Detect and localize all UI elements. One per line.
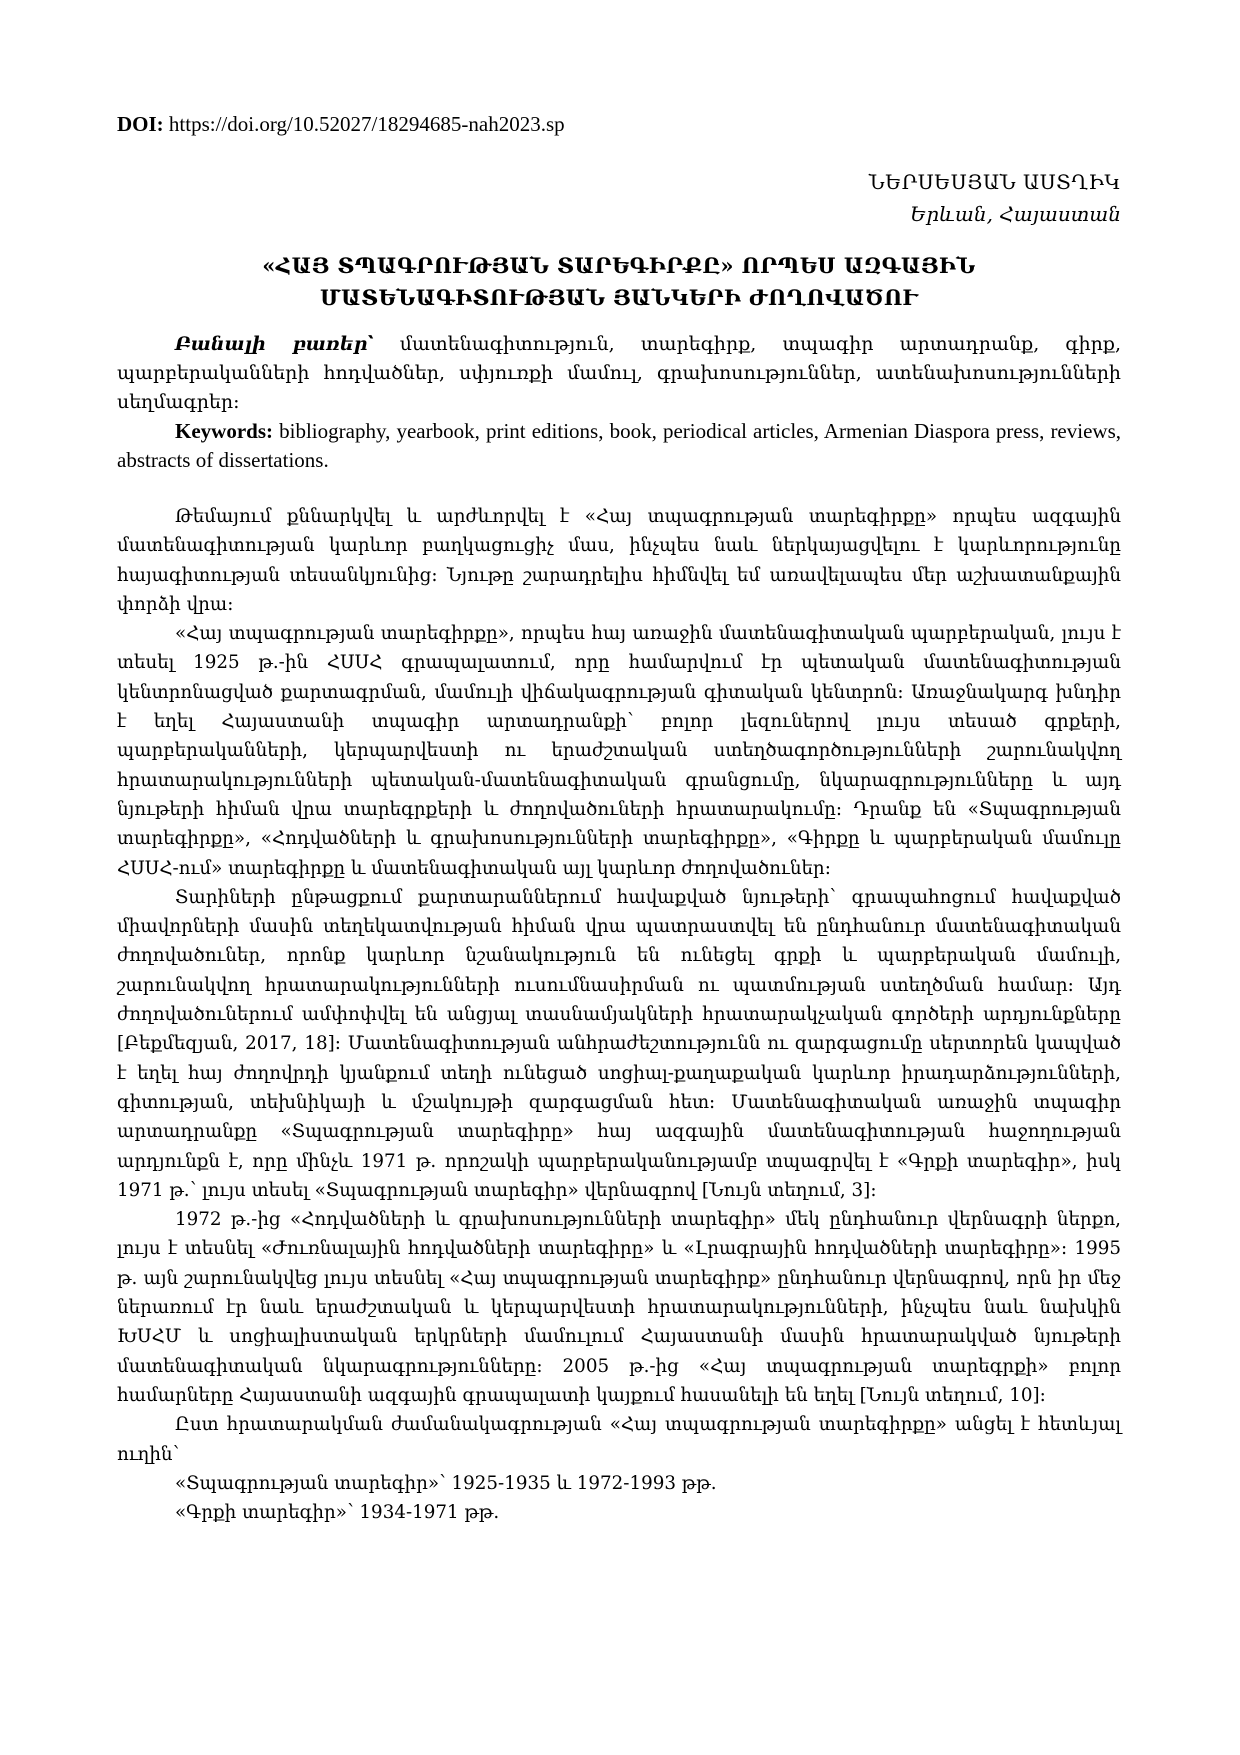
keywords-section <box>117 330 1121 475</box>
body-paragraph: Ըստ հրատարակման ժամանակագրության «Հայ տպագրության տարեգիրքը» անցել է հետևյալ ուղին՝ <box>117 1414 1121 1465</box>
paper-page <box>117 110 1121 1524</box>
body-paragraph: Թեմայում քննարկվել և արժևորվել է «Հայ տպագրության տարեգիրքը» որպես ազգային մատենագիտության կարևոր բաղկացուցիչ մաս, ինչպես նաև ներկայացվելու է կարևորությունը հայագիտության տեսանկյունից: Նյութը շարադրելիս հիմնվել եմ առավելապես մեր աշխատանքային փորձի վրա: <box>117 506 1121 615</box>
keywords-armenian <box>117 330 1121 417</box>
title-line-2: ՄԱՏԵՆԱԳԻՏՈՒԹՅԱՆ ՅԱՆԿԵՐԻ ԺՈՂՈՎԱԾՈՒ <box>320 285 918 310</box>
body-text <box>117 502 1121 1527</box>
keywords-english <box>117 417 1121 475</box>
body-paragraph: Տարիների ընթացքում քարտարաններում հավաքված նյութերի՝ գրապահոցում հավաքված միավորների մասին տեղեկատվության հիման վրա պատրաստվել են ընդհանուր մատենագիտական ժողովածուներ, որոնք կարևոր նշանակություն են ունեցել գրքի և պարբերական մամուլի, շարունակվող հրատարակությունների ուսումնասիրման ու պատմության ստեղծման համար: Այդ ժողովածուներում ամփոփվել են անցյալ տասնամյակների հրատարակչական գործերի արդյունքները [Բեքմեզյան, 2017, 18]: Մատենագիտության անհրաժեշտությունն ու զարգացումը սերտորեն կապված է եղել հայ ժողովրդի կյանքում տեղի ունեցած սոցիալ-քաղաքական կարևոր իրադարձությունների, գիտության, տեխնիկայի և մշակույթի զարգացման հետ: Մատենագիտական առաջին տպագիր արտադրանքը «Տպագրության տարեգիրը» հայ ազգային մատենագիտության հաջողության արդյունքն է, որը մինչև 1971 թ. որոշակի պարբերականությամբ տպագրվել է «Գրքի տարեգիր», իսկ 1971 թ.՝ լույս տեսել «Տպագրության տարեգիր» վերնագրով [Նույն տեղում, 3]: <box>117 886 1121 1201</box>
author-affiliation: Երևան, Հայաստան <box>910 202 1121 226</box>
keywords-english-text: bibliography, yearbook, print editions, book, periodical articles, Armenian Diaspora press, reviews, abstracts of dissertations. <box>117 419 1121 472</box>
list-item: «Տպագրության տարեգիր»՝ 1925-1935 և 1972-1993 թթ. <box>175 1472 717 1494</box>
list-item: «Գրքի տարեգիր»՝ 1934-1971 թթ. <box>175 1502 500 1524</box>
author-name: ՆԵՐՍԵՍՅԱՆ ԱՍՏՂԻԿ <box>868 170 1121 194</box>
keywords-english-label: Keywords: <box>175 419 273 443</box>
keywords-armenian-text: մատենագիտություն, տարեգիրք, տպագիր արտադրանք, գիրք, պարբերականների հոդվածներ, սփյուռքի մամուլ, գրախոսություններ, ատենախոսությունների սեղմագրեր: <box>117 333 1121 413</box>
author-block <box>869 166 1121 230</box>
doi-label: DOI: <box>117 112 164 136</box>
body-paragraph: «Հայ տպագրության տարեգիրքը», որպես հայ առաջին մատենագիտական պարբերական, լույս է տեսել 1925 թ.-ին ՀՍՍՀ գրապալատում, որը համարվում էր պետական մատենագիտության կենտրոնացված քարտագրման, մամուլի վիճակագրության գիտական կենտրոն: Առաջնակարգ խնդիր է եղել Հայաստանի տպագիր արտադրանքի՝ բոլոր լեզուներով լույս տեսած գրքերի, պարբերականների, կերպարվեստի ու երաժշտական ստեղծագործությունների շարունակվող հրատարակությունների պետական-մատենագիտական գրանցումը, նկարագրությունները և այդ նյութերի հիման վրա տարեգրքերի և ժողովածուների հրատարակումը: Դրանք են «Տպագրության տարեգիրքը», «Հոդվածների և գրախոսությունների տարեգիրքը», «Գիրքը և պարբերական մամուլը ՀՍՍՀ-ում» տարեգիրքը և մատենագիտական այլ կարևոր ժողովածուներ: <box>117 623 1121 879</box>
keywords-armenian-label: Բանալի բառեր՝ <box>175 333 374 355</box>
doi-link[interactable]: https://doi.org/10.52027/18294685-nah2023.sp <box>168 112 565 136</box>
title-line-1: «ՀԱՅ ՏՊԱԳՐՈՒԹՅԱՆ ՏԱՐԵԳԻՐՔԸ» ՈՐՊԵՍ ԱԶԳԱՅԻՆ <box>262 253 976 278</box>
paper-title <box>117 250 1121 314</box>
doi-line <box>117 110 1121 138</box>
body-paragraph: 1972 թ.-ից «Հոդվածների և գրախոսությունների տարեգիր» մեկ ընդհանուր վերնագրի ներքո, լույս է տեսնել «Ժուռնալային հոդվածների տարեգիրը» և «Լրագրային հոդվածների տարեգիրը»: 1995 թ. այն շարունակվեց լույս տեսնել «Հայ տպագրության տարեգիրք» ընդհանուր վերնագրով, որն իր մեջ ներառում էր նաև երաժշտական և կերպարվեստի հրատարակությունների, ինչպես նաև նախկին ԽՍՀՄ և սոցիալիստական երկրների մամուլում Հայաստանի մասին հրատարակված նյութերի մատենագիտական նկարագրությունները: 2005 թ.-ից «Հայ տպագրության տարեգրքի» բոլոր համարները Հայաստանի ազգային գրապալատի կայքում հասանելի են եղել [Նույն տեղում, 10]: <box>117 1209 1121 1406</box>
